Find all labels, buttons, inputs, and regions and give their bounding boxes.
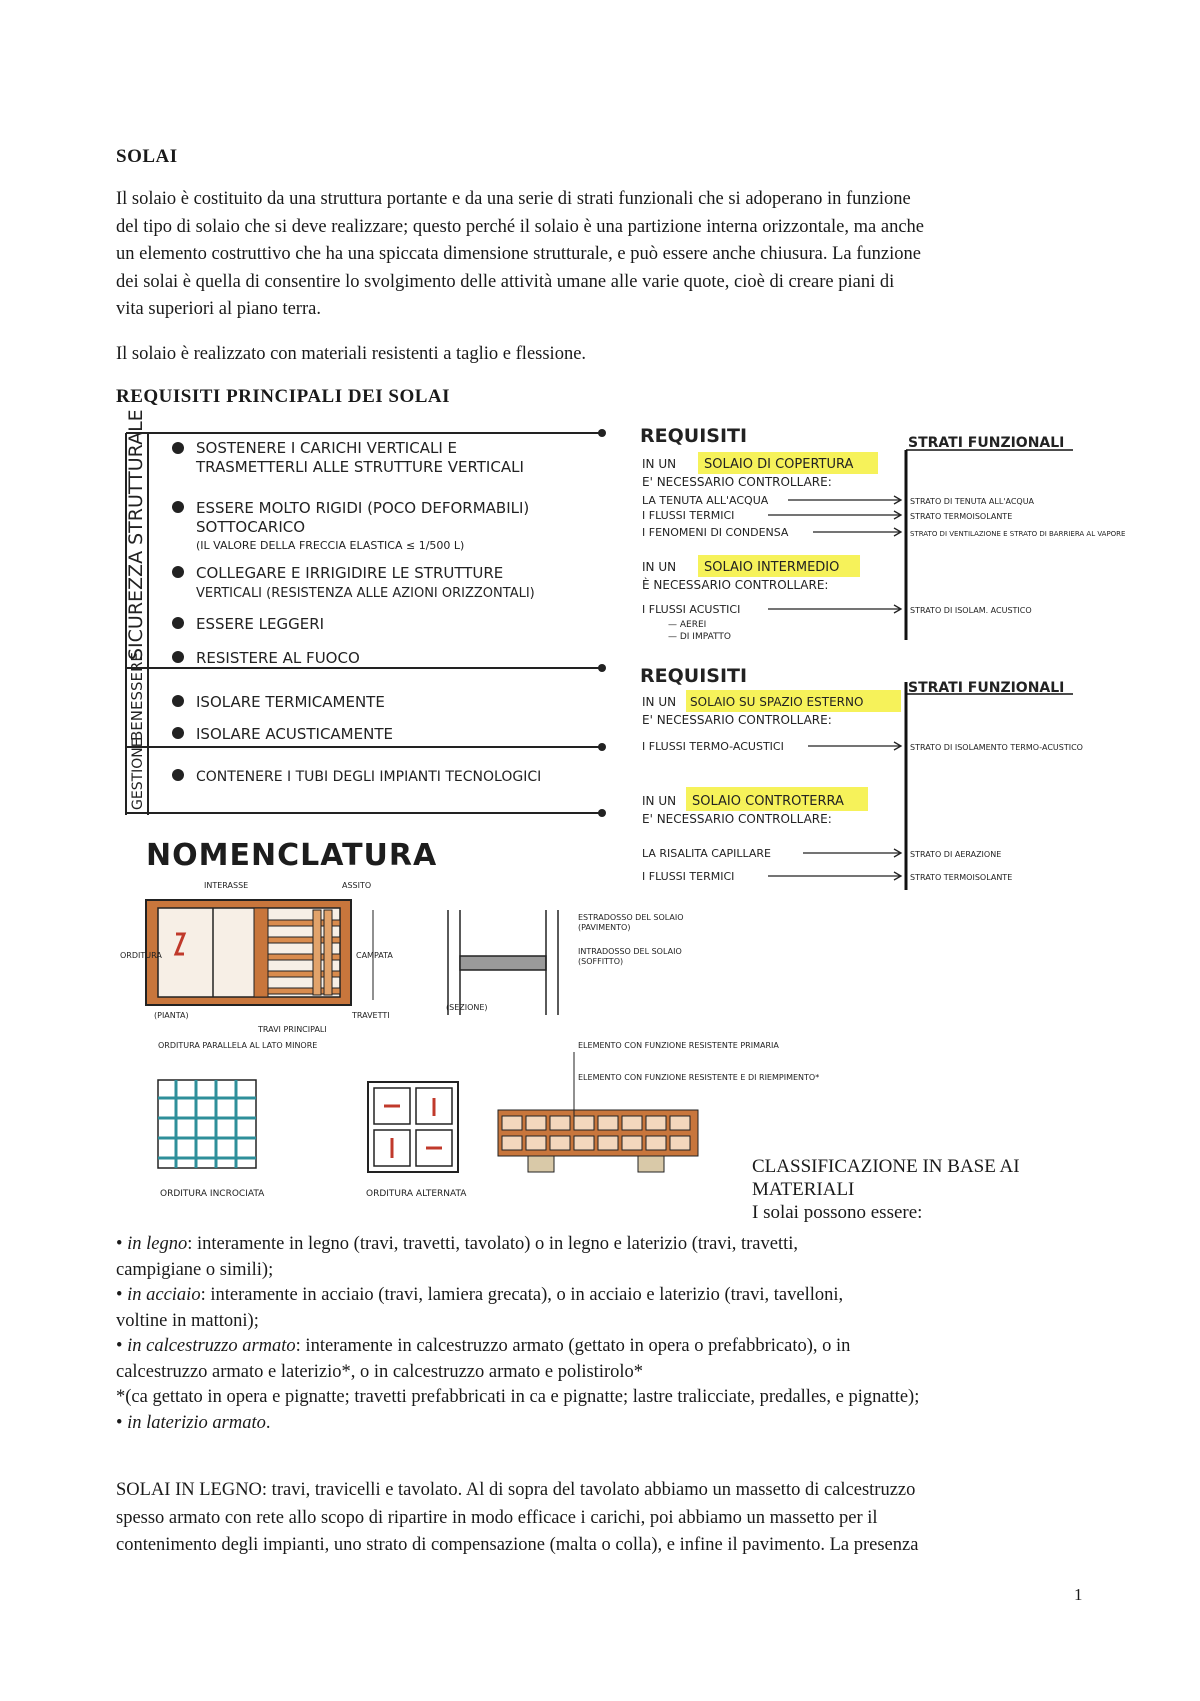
req-text: (IL VALORE DELLA FRECCIA ELASTICA ≤ 1/500 L) [196, 539, 465, 552]
label-orditura-alternata: ORDITURA ALTERNATA [366, 1189, 467, 1199]
req-text: SOTTOCARICO [196, 518, 306, 536]
strati-label: STRATI FUNZIONALI [908, 435, 1065, 451]
classification-intro: I solai possono essere: [752, 1202, 923, 1223]
block-intro: IN UN [642, 457, 677, 471]
row-left: I FLUSSI TERMICI [642, 870, 735, 883]
block-intro: IN UN [642, 560, 677, 574]
block-highlight: SOLAIO DI COPERTURA [704, 457, 854, 472]
requirements-sketch [120, 409, 610, 820]
label-campata: CAMPATA [356, 951, 393, 960]
list-item: • in laterizio armato. [116, 1412, 271, 1433]
block-check: E' NECESSARIO CONTROLLARE: [642, 475, 832, 489]
req-text: CONTENERE I TUBI DEGLI IMPIANTI TECNOLOGICI [196, 769, 542, 785]
item-term: in laterizio armato [127, 1412, 266, 1433]
row-left: I FLUSSI TERMICI [642, 509, 735, 522]
intro-line: del tipo di solaio che si deve realizzare; questo perché il solaio è una partizione interna orizzontale, ma anche [116, 216, 925, 237]
label-intradosso: INTRADOSSO DEL SOLAIO [578, 947, 682, 956]
block-highlight: SOLAIO SU SPAZIO ESTERNO [690, 695, 864, 709]
group-label: GESTIONE [130, 738, 146, 810]
row-right: STRATO DI ISOLAMENTO TERMO-ACUSTICO [910, 743, 1083, 752]
list-item: • in legno: interamente in legno (travi, travetti, tavolato) o in legno e laterizio (travi, travetti, [116, 1234, 799, 1254]
label-pavimento: (PAVIMENTO) [578, 923, 631, 932]
row-right: STRATO DI ISOLAM. ACUSTICO [910, 606, 1032, 615]
classification-heading-line: CLASSIFICAZIONE IN BASE AI [752, 1156, 1020, 1177]
req-text: ESSERE LEGGERI [196, 615, 325, 633]
row-left: I FLUSSI TERMO-ACUSTICI [642, 740, 784, 753]
label-travetti: TRAVETTI [352, 1011, 390, 1020]
label-orditura-parallela: ORDITURA PARALLELA AL LATO MINORE [158, 1041, 318, 1050]
requisiti-label: REQUISITI [640, 425, 748, 447]
requisiti-label: REQUISITI [640, 665, 748, 687]
row-right: STRATO DI AERAZIONE [910, 850, 1002, 859]
label-elemento-resistente: ELEMENTO CON FUNZIONE RESISTENTE PRIMARIA [578, 1041, 779, 1050]
label-interasse: INTERASSE [204, 881, 249, 890]
row-left: I FLUSSI ACUSTICI [642, 603, 741, 616]
block-check: E' NECESSARIO CONTROLLARE: [642, 713, 832, 727]
label-estradosso: ESTRADOSSO DEL SOLAIO [578, 913, 684, 922]
row-right: STRATO DI VENTILAZIONE E STRATO DI BARRIERA AL VAPORE [910, 530, 1126, 538]
req-text: SOSTENERE I CARICHI VERTICALI E [196, 439, 457, 457]
block-highlight: SOLAIO INTERMEDIO [704, 560, 840, 575]
group-label: SICUREZZA STRUTTURALE [125, 409, 147, 660]
block-intro: IN UN [642, 794, 677, 808]
item-text: : interamente in calcestruzzo armato (gettato in opera o prefabbricato), o in [295, 1336, 851, 1356]
row-right: STRATO DI TENUTA ALL'ACQUA [910, 497, 1035, 506]
intro-line: un elemento costruttivo che ha una spiccata dimensione strutturale, e può essere anche chiusura. La funzione [116, 244, 921, 264]
intro-line: dei solai è quella di consentire lo svolgimento delle attività umane alle varie quote, cioè di creare piani di [116, 271, 895, 292]
block-check: È NECESSARIO CONTROLLARE: [642, 578, 829, 592]
requisiti-strati-sketch [638, 420, 1126, 895]
row-sub: — DI IMPATTO [668, 632, 731, 642]
item-text: voltine in mattoni); [116, 1310, 259, 1331]
row-sub: — AEREI [668, 620, 707, 630]
req-text: ISOLARE TERMICAMENTE [196, 693, 385, 711]
legno-line: SOLAI IN LEGNO: travi, travicelli e tavolato. Al di sopra del tavolato abbiamo un massetto di calcestruzzo [116, 1480, 916, 1500]
req-text: VERTICALI (RESISTENZA ALLE AZIONI ORIZZONTALI) [196, 586, 535, 601]
item-text: campigiane o simili); [116, 1259, 274, 1280]
classification-list [116, 1232, 1096, 1436]
label-sezione: (SEZIONE) [446, 1003, 488, 1012]
row-right: STRATO TERMOISOLANTE [910, 512, 1013, 521]
legno-line: contenimento degli impianti, uno strato di compensazione (malta o colla), e infine il pavimento. La presenza [116, 1535, 919, 1555]
row-left: I FENOMENI DI CONDENSA [642, 526, 789, 539]
item-text: calcestruzzo armato e laterizio*, o in calcestruzzo armato e polistirolo* [116, 1361, 644, 1382]
label-orditura: ORDITURA [120, 951, 162, 960]
requirements-heading: REQUISITI PRINCIPALI DEI SOLAI [116, 386, 451, 407]
row-left: LA TENUTA ALL'ACQUA [642, 494, 769, 507]
intro-paragraph [116, 186, 1096, 324]
label-orditura-incrociata: ORDITURA INCROCIATA [160, 1189, 265, 1199]
row-right: STRATO TERMOISOLANTE [910, 873, 1013, 882]
legno-paragraph [116, 1477, 1096, 1560]
intro-line: vita superiori al piano terra. [116, 299, 321, 319]
list-item: • in calcestruzzo armato: interamente in calcestruzzo armato (gettato in opera o prefabbricato), o in [116, 1336, 851, 1356]
group-label: BENESSERE [128, 652, 146, 741]
page-title: SOLAI [116, 146, 178, 167]
req-text: ISOLARE ACUSTICAMENTE [196, 725, 393, 743]
block-intro: IN UN [642, 695, 677, 709]
item-term: in acciaio [127, 1285, 201, 1305]
material-sentence: Il solaio è realizzato con materiali resistenti a taglio e flessione. [116, 344, 587, 364]
label-assito: ASSITO [342, 881, 372, 890]
note-text: *(ca gettato in opera e pignatte; travetti prefabbricati in ca e pignatte; lastre tralicciate, predalles, e pignatte); [116, 1387, 920, 1407]
item-term: in calcestruzzo armato [127, 1336, 296, 1356]
block-check: E' NECESSARIO CONTROLLARE: [642, 812, 832, 826]
strati-label: STRATI FUNZIONALI [908, 680, 1065, 696]
page-number: 1 [1074, 1585, 1083, 1604]
classification-heading-line: MATERIALI [752, 1179, 855, 1200]
label-soffitto: (SOFFITTO) [578, 957, 624, 966]
label-pianta: (PIANTA) [154, 1011, 189, 1020]
classification-heading [752, 1155, 1020, 1224]
item-term: in legno [127, 1234, 188, 1254]
label-elemento-riempimento: ELEMENTO CON FUNZIONE RESISTENTE E DI RIEMPIMENTO* [578, 1073, 820, 1082]
block-highlight: SOLAIO CONTROTERRA [692, 794, 844, 809]
nomenclatura-title: NOMENCLATURA [146, 838, 438, 873]
legno-line: spesso armato con rete allo scopo di ripartire in modo efficace i carichi, poi abbiamo un massetto per il [116, 1507, 878, 1528]
item-text: : interamente in acciaio (travi, lamiera grecata), o in acciaio e laterizio (travi, tavelloni, [200, 1285, 844, 1305]
list-item: • in acciaio: interamente in acciaio (travi, lamiera grecata), o in acciaio e laterizio (travi, tavelloni, [116, 1285, 844, 1305]
item-text: : interamente in legno (travi, travetti, tavolato) o in legno e laterizio (travi, travetti, [187, 1234, 799, 1254]
item-text: . [265, 1412, 271, 1433]
req-text: COLLEGARE E IRRIGIDIRE LE STRUTTURE [196, 564, 504, 582]
row-left: LA RISALITA CAPILLARE [642, 847, 771, 860]
req-text: RESISTERE AL FUOCO [196, 649, 360, 667]
req-text: TRASMETTERLI ALLE STRUTTURE VERTICALI [196, 458, 524, 476]
label-travi-principali: TRAVI PRINCIPALI [258, 1025, 327, 1034]
intro-line: Il solaio è costituito da una struttura portante e da una serie di strati funzionali che si adoperano in funzione [116, 189, 911, 209]
req-text: ESSERE MOLTO RIGIDI (POCO DEFORMABILI) [196, 499, 530, 517]
